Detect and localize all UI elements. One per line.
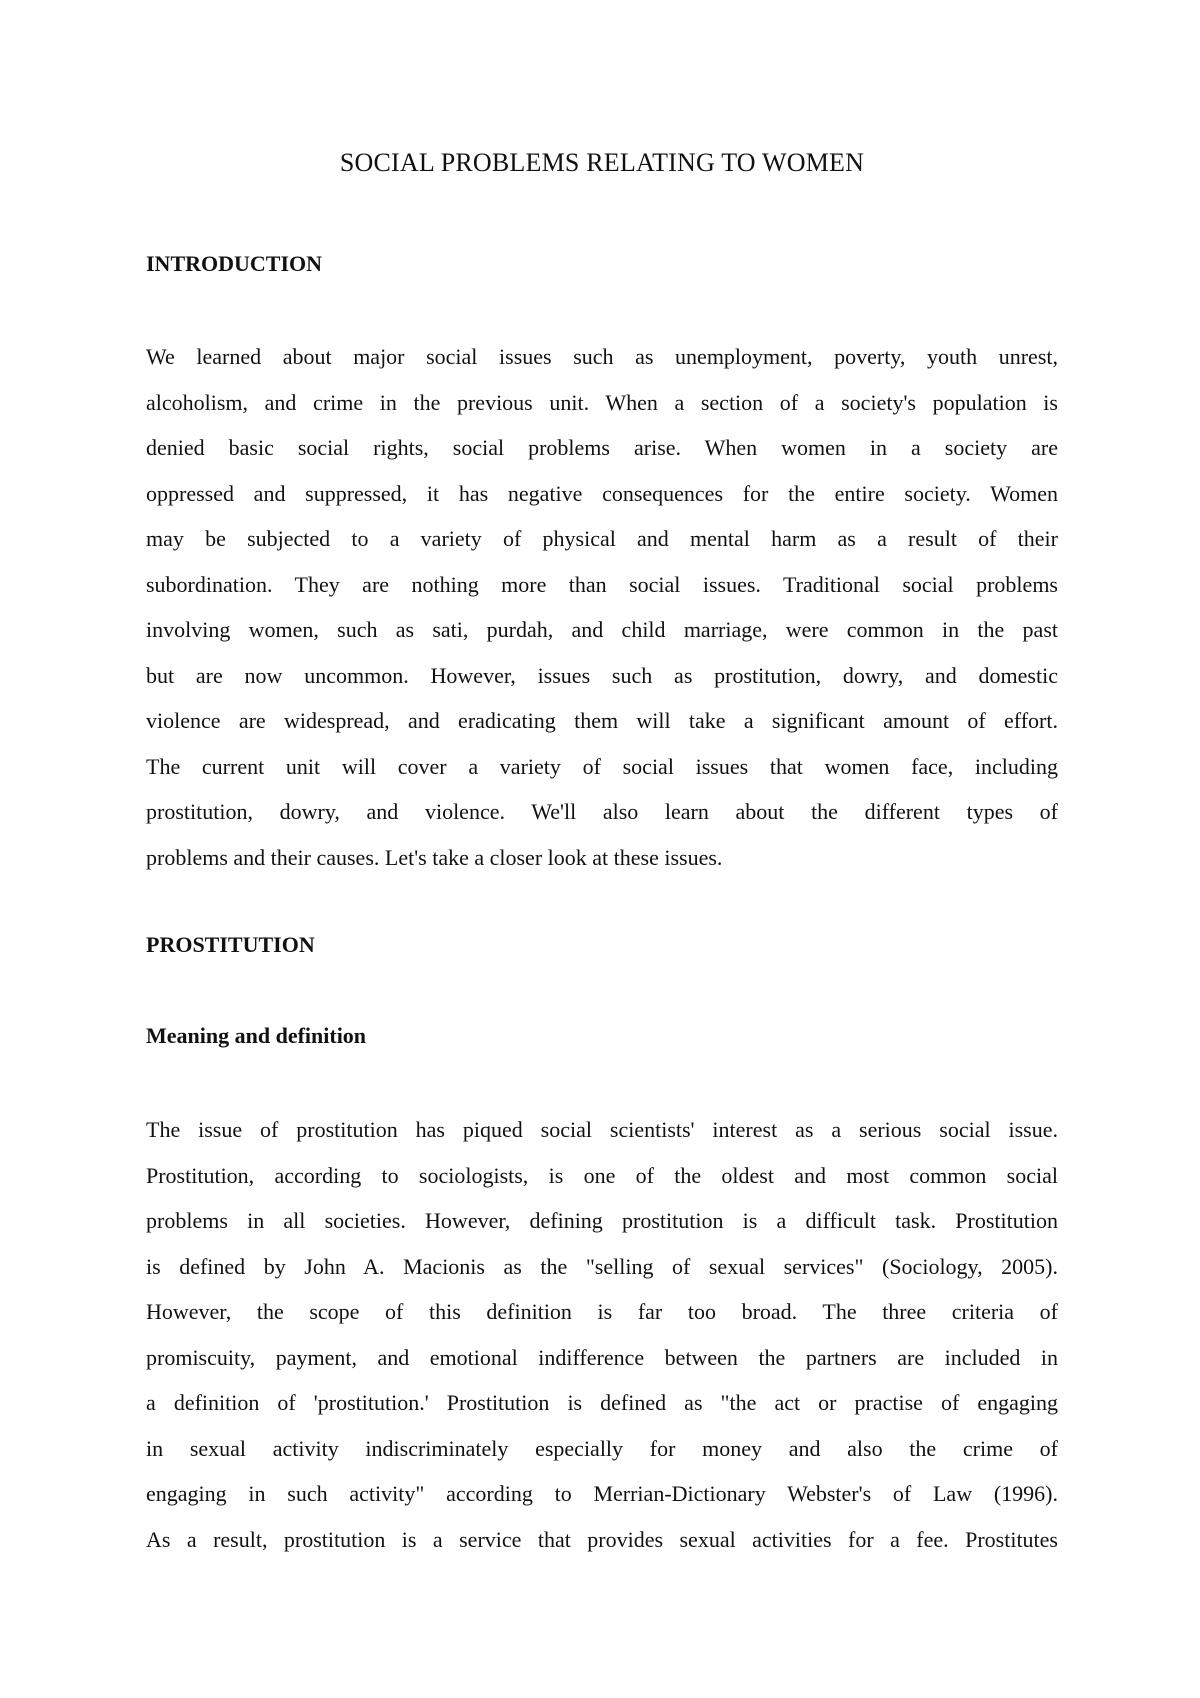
introduction-paragraph <box>146 334 1058 880</box>
paragraph-line: problems and their causes. Let's take a closer look at these issues. <box>146 844 723 870</box>
paragraph-line: in sexual activity indiscriminately especially for money and also the crime of <box>146 1435 1058 1461</box>
paragraph-line: engaging in such activity" according to Merrian-Dictionary Webster's of Law (1996). <box>146 1481 1058 1506</box>
paragraph-line: Prostitution, according to sociologists, is one of the oldest and most common social <box>146 1162 1058 1188</box>
paragraph-line: The issue of prostitution has piqued social scientists' interest as a serious social issue. <box>146 1117 1058 1142</box>
paragraph-line: oppressed and suppressed, it has negative consequences for the entire society. Women <box>146 480 1058 506</box>
paragraph-line: may be subjected to a variety of physical and mental harm as a result of their <box>146 526 1058 551</box>
prostitution-paragraph <box>146 1107 1058 1562</box>
paragraph-line: promiscuity, payment, and emotional indifference between the partners are included in <box>146 1344 1058 1370</box>
subheading-meaning-and-definition: Meaning and definition <box>146 1023 367 1048</box>
paragraph-line: violence are widespread, and eradicating them will take a significant amount of effort. <box>146 708 1058 733</box>
paragraph-line: The current unit will cover a variety of social issues that women face, including <box>146 753 1058 779</box>
paragraph-line: problems in all societies. However, defining prostitution is a difficult task. Prostitution <box>146 1208 1058 1233</box>
heading-introduction: INTRODUCTION <box>146 251 323 276</box>
paragraph-line: We learned about major social issues such as unemployment, poverty, youth unrest, <box>146 344 1058 369</box>
paragraph-line: However, the scope of this definition is far too broad. The three criteria of <box>146 1299 1058 1324</box>
paragraph-line: is defined by John A. Macionis as the "selling of sexual services" (Sociology, 2005). <box>146 1253 1058 1279</box>
paragraph-line: subordination. They are nothing more than social issues. Traditional social problems <box>146 571 1058 597</box>
paragraph-line: denied basic social rights, social problems arise. When women in a society are <box>146 435 1058 460</box>
paragraph-line: prostitution, dowry, and violence. We'll also learn about the different types of <box>146 799 1058 824</box>
paragraph-line: a definition of 'prostitution.' Prostitution is defined as "the act or practise of engaging <box>146 1390 1058 1415</box>
document-title: SOCIAL PROBLEMS RELATING TO WOMEN <box>339 148 865 177</box>
paragraph-line: but are now uncommon. However, issues such as prostitution, dowry, and domestic <box>146 662 1058 688</box>
paragraph-line: As a result, prostitution is a service that provides sexual activities for a fee. Prostitutes <box>146 1526 1058 1552</box>
paragraph-line: alcoholism, and crime in the previous unit. When a section of a society's population is <box>146 389 1058 415</box>
paragraph-line: involving women, such as sati, purdah, and child marriage, were common in the past <box>146 617 1058 642</box>
heading-prostitution: PROSTITUTION <box>146 932 315 957</box>
